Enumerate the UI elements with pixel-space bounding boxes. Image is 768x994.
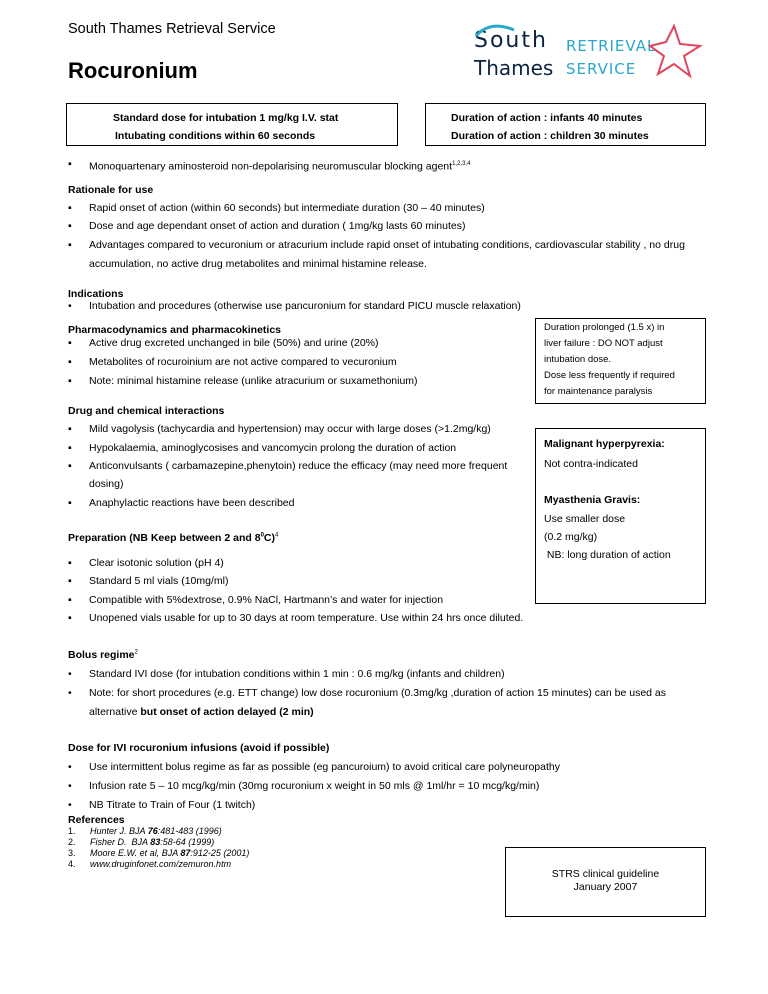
myasthenia-gravis-note: NB: long duration of action	[544, 549, 671, 561]
duration-children-text: Duration of action : children 30 minutes	[451, 130, 649, 142]
bolus-heading-text: Bolus regime	[68, 649, 135, 661]
interactions-item	[68, 420, 528, 438]
reference-item	[68, 848, 249, 859]
interactions-item-continued	[68, 475, 528, 493]
bullet-marker: ▪	[68, 158, 72, 170]
bolus-item-text: Note: for short procedures (e.g. ETT change) low dose rocuronium (0.3mg/kg ,duration of action 15 minutes) can be used as	[89, 687, 667, 699]
rationale-item-text: Advantages compared to vecuronium or atracurium include rapid onset of intubating conditions, cardiovascular stability , no drug	[89, 239, 685, 251]
degree-sup: 0	[260, 532, 264, 539]
interactions-item	[68, 457, 538, 475]
interactions-item	[68, 439, 528, 457]
infusion-item-text: NB Titrate to Train of Four (1 twitch)	[89, 799, 256, 811]
rationale-item	[68, 199, 708, 217]
bullet-marker: •	[68, 799, 72, 811]
interactions-item-text: Hypokalaemia, aminoglycosises and vancomycin prolong the duration of action	[89, 442, 457, 454]
bullet-marker: ▪	[68, 497, 72, 509]
liver-failure-line: Dose less frequently if required	[544, 370, 675, 381]
reference-item	[68, 859, 249, 870]
bullet-marker: ▪	[68, 557, 72, 569]
preparation-item-text: Clear isotonic solution (pH 4)	[89, 557, 224, 569]
page-title: Rocuronium	[68, 58, 198, 83]
indications-item	[68, 297, 708, 315]
duration-box	[425, 103, 706, 146]
infusion-item	[68, 777, 708, 795]
interactions-item-text: Anaphylactic reactions have been described	[89, 497, 295, 509]
reference-number: 1.	[68, 826, 76, 836]
logo-south-text: South	[474, 28, 548, 53]
intubating-conditions-text: Intubating conditions within 60 seconds	[115, 130, 316, 142]
pharma-item	[68, 372, 508, 390]
rationale-item	[68, 236, 728, 254]
preparation-heading	[68, 532, 278, 544]
logo-retrieval-text: RETRIEVAL	[566, 37, 657, 55]
reference-source: Hunter J. BJA	[90, 826, 148, 836]
rationale-item-text: Dose and age dependant onset of action and duration ( 1mg/kg lasts 60 minutes)	[89, 220, 466, 232]
liver-failure-box	[535, 318, 706, 404]
bullet-marker: •	[68, 300, 72, 312]
interactions-item-text: dosing)	[89, 478, 124, 490]
bolus-item	[68, 684, 728, 702]
indications-item-text: Intubation and procedures (otherwise use pancuronium for standard PICU muscle relaxation)	[89, 300, 521, 312]
bullet-marker: ▪	[68, 423, 72, 435]
bolus-onset-delayed-text: but onset of action delayed (2 min)	[140, 706, 314, 718]
preparation-item-text: Compatible with 5%dextrose, 0.9% NaCl, Hartmann’s and water for injection	[89, 594, 444, 606]
bolus-item-continued	[68, 703, 708, 721]
pharma-item	[68, 334, 508, 352]
liver-failure-line: for maintenance paralysis	[544, 386, 653, 397]
reference-volume: 76	[147, 826, 158, 836]
infusion-item	[68, 758, 708, 776]
bullet-marker: ▪	[68, 575, 72, 587]
liver-failure-line: Duration prolonged (1.5 x) in	[544, 322, 665, 333]
reference-volume: 87	[180, 848, 191, 858]
preparation-heading-unit: C)	[263, 532, 275, 544]
rationale-item	[68, 217, 708, 235]
preparation-item	[68, 591, 528, 609]
reference-volume: 83	[150, 837, 161, 847]
logo-swoosh-icon	[470, 22, 710, 86]
interactions-item-text: Mild vagolysis (tachycardia and hypertension) may occur with large doses (>1.2mg/kg)	[89, 423, 491, 435]
preparation-heading-text: Preparation (NB Keep between 2 and 8	[68, 532, 261, 544]
guideline-footer-box	[505, 847, 706, 917]
bullet-marker: ▪	[68, 202, 72, 214]
myasthenia-gravis-dose-text: Use smaller dose	[544, 513, 626, 525]
bullet-marker: •	[68, 780, 72, 792]
references-heading: References	[68, 814, 125, 826]
bolus-item-text: Standard IVI dose (for intubation conditions within 1 min : 0.6 mg/kg (infants and children)	[89, 668, 505, 680]
interactions-heading: Drug and chemical interactions	[68, 405, 225, 417]
infusion-item-text: Infusion rate 5 – 10 mcg/kg/min (30mg rocuronium x weight in 50 mls @ 1ml/hr = 10 mcg/kg/min)	[89, 780, 540, 792]
references-list	[68, 826, 249, 870]
reference-source: Fisher D. BJA	[90, 837, 151, 847]
preparation-ref: 4	[275, 532, 279, 539]
reference-item	[68, 826, 249, 837]
reference-source: Moore E.W. et al, BJA	[90, 848, 181, 858]
rationale-item-text: Rapid onset of action (within 60 seconds) but intermediate duration (30 – 40 minutes)	[89, 202, 485, 214]
reference-link[interactable]: www.druginfonet.com/zemuron.htm	[90, 859, 232, 869]
myasthenia-gravis-dose-value: (0.2 mg/kg)	[544, 531, 598, 543]
pharma-item-text: Note: minimal histamine release (unlike atracurium or suxamethonium)	[89, 375, 418, 387]
pharma-item-text: Active drug excreted unchanged in bile (50%) and urine (20%)	[89, 337, 379, 349]
logo-service-text: SERVICE	[566, 60, 637, 78]
guideline-date: January 2007	[573, 881, 638, 893]
strs-logo	[470, 22, 710, 86]
interactions-item-text: Anticonvulsants ( carbamazepine,phenytoin) reduce the efficacy (may need more frequent	[89, 460, 508, 472]
reference-pages: :481-483 (1996)	[157, 826, 222, 836]
infusion-item-text: Use intermittent bolus regime as far as possible (eg pancuroium) to avoid critical care polyneuropathy	[89, 761, 560, 773]
infusion-heading: Dose for IVI rocuronium infusions (avoid if possible)	[68, 742, 330, 754]
pharma-item-text: Metabolites of rocuroinium are not active compared to vecuronium	[89, 356, 397, 368]
intro-refs: 1,2,3,4	[452, 161, 471, 167]
standard-dose-box	[66, 103, 398, 146]
malignant-hyperpyrexia-text: Not contra-indicated	[544, 458, 638, 470]
reference-number: 2.	[68, 837, 76, 847]
preparation-item	[68, 609, 708, 627]
preparation-item	[68, 554, 528, 572]
special-considerations-box	[535, 428, 706, 604]
preparation-item	[68, 572, 528, 590]
bullet-marker: ▪	[68, 612, 72, 624]
standard-dose-text: Standard dose for intubation 1 mg/kg I.V. stat	[113, 112, 339, 124]
organisation-name: South Thames Retrieval Service	[68, 21, 276, 37]
logo-thames-text: Thames	[474, 56, 554, 80]
bullet-marker: •	[68, 761, 72, 773]
infusion-item	[68, 796, 708, 814]
preparation-item-text: Unopened vials usable for up to 30 days at room temperature. Use within 24 hrs once diluted.	[89, 612, 524, 624]
bolus-alternative-text: alternative	[89, 706, 141, 718]
bullet-marker: •	[68, 687, 72, 699]
pharma-heading: Pharmacodynamics and pharmacokinetics	[68, 324, 281, 336]
interactions-item	[68, 494, 528, 512]
liver-failure-line: liver failure : DO NOT adjust	[544, 338, 663, 349]
guideline-label: STRS clinical guideline	[551, 868, 660, 880]
reference-item	[68, 837, 249, 848]
rationale-item-continued	[68, 255, 708, 273]
bullet-marker: ▪	[68, 337, 72, 349]
bullet-marker: ▪	[68, 375, 72, 387]
indications-heading: Indications	[68, 288, 124, 300]
duration-infants-text: Duration of action : infants 40 minutes	[451, 112, 643, 124]
bullet-marker: ▪	[68, 356, 72, 368]
intro-bullet	[68, 155, 688, 176]
bullet-marker: ▪	[68, 460, 72, 472]
myasthenia-gravis-heading: Myasthenia Gravis:	[544, 494, 641, 506]
bullet-marker: ▪	[68, 239, 72, 251]
bullet-marker: ▪	[68, 594, 72, 606]
pharma-item	[68, 353, 508, 371]
reference-pages: :58-64 (1999)	[160, 837, 215, 847]
bullet-marker: •	[68, 668, 72, 680]
rationale-item-text: accumulation, no active drug metabolites and minimal histamine release.	[89, 258, 427, 270]
bolus-heading	[68, 649, 138, 661]
reference-number: 4.	[68, 859, 76, 869]
malignant-hyperpyrexia-heading: Malignant hyperpyrexia:	[544, 438, 665, 450]
reference-number: 3.	[68, 848, 76, 858]
intro-text: Monoquartenary aminosteroid non-depolarising neuromuscular blocking agent	[89, 160, 453, 173]
rationale-heading: Rationale for use	[68, 184, 154, 196]
liver-failure-line: intubation dose.	[544, 354, 612, 365]
reference-pages: :912-25 (2001)	[190, 848, 250, 858]
preparation-item-text: Standard 5 ml vials (10mg/ml)	[89, 575, 229, 587]
bolus-item	[68, 665, 708, 683]
bullet-marker: ▪	[68, 220, 72, 232]
bullet-marker: ▪	[68, 442, 72, 454]
bolus-ref: 2	[134, 649, 138, 656]
